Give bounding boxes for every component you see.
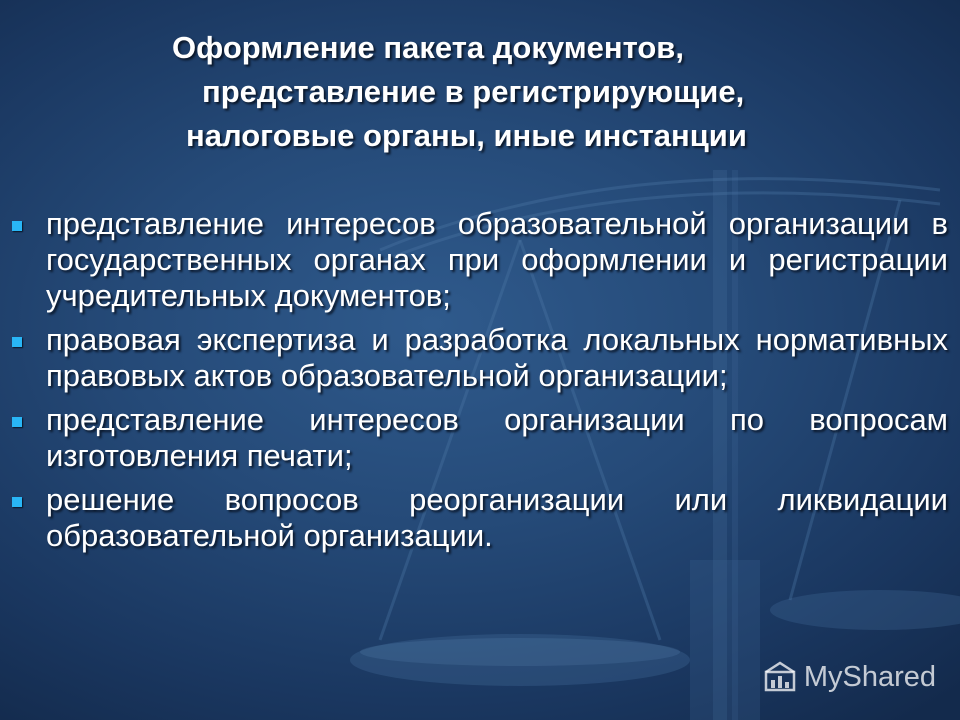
bullet-text: правовая экспертиза и разработка локальных нормативных правовых актов образовательной организации; <box>46 322 948 393</box>
square-bullet-icon <box>12 417 22 427</box>
title-line-3: налоговые органы, иные инстанции <box>186 118 747 153</box>
square-bullet-icon <box>12 337 22 347</box>
bullet-item <box>12 482 948 554</box>
bullet-item <box>12 206 948 314</box>
bullet-item <box>12 402 948 474</box>
bullet-list <box>12 206 948 562</box>
title-line-1: Оформление пакета документов, <box>172 30 684 65</box>
slide-title <box>120 26 920 158</box>
watermark-text: MyShared <box>803 660 936 693</box>
square-bullet-icon <box>12 497 22 507</box>
myshared-watermark <box>762 660 936 694</box>
square-bullet-icon <box>12 221 22 231</box>
bullet-item <box>12 322 948 394</box>
bullet-text: решение вопросов реорганизации или ликвидации образовательной организации. <box>46 482 948 553</box>
bullet-text: представление интересов организации по вопросам изготовления печати; <box>46 402 948 473</box>
title-line-2: представление в регистрирующие, <box>202 74 745 109</box>
myshared-logo-icon <box>762 660 798 694</box>
bullet-text: представление интересов образовательной организации в государственных органах при оформлении и регистрации учредительных документов; <box>46 206 948 313</box>
